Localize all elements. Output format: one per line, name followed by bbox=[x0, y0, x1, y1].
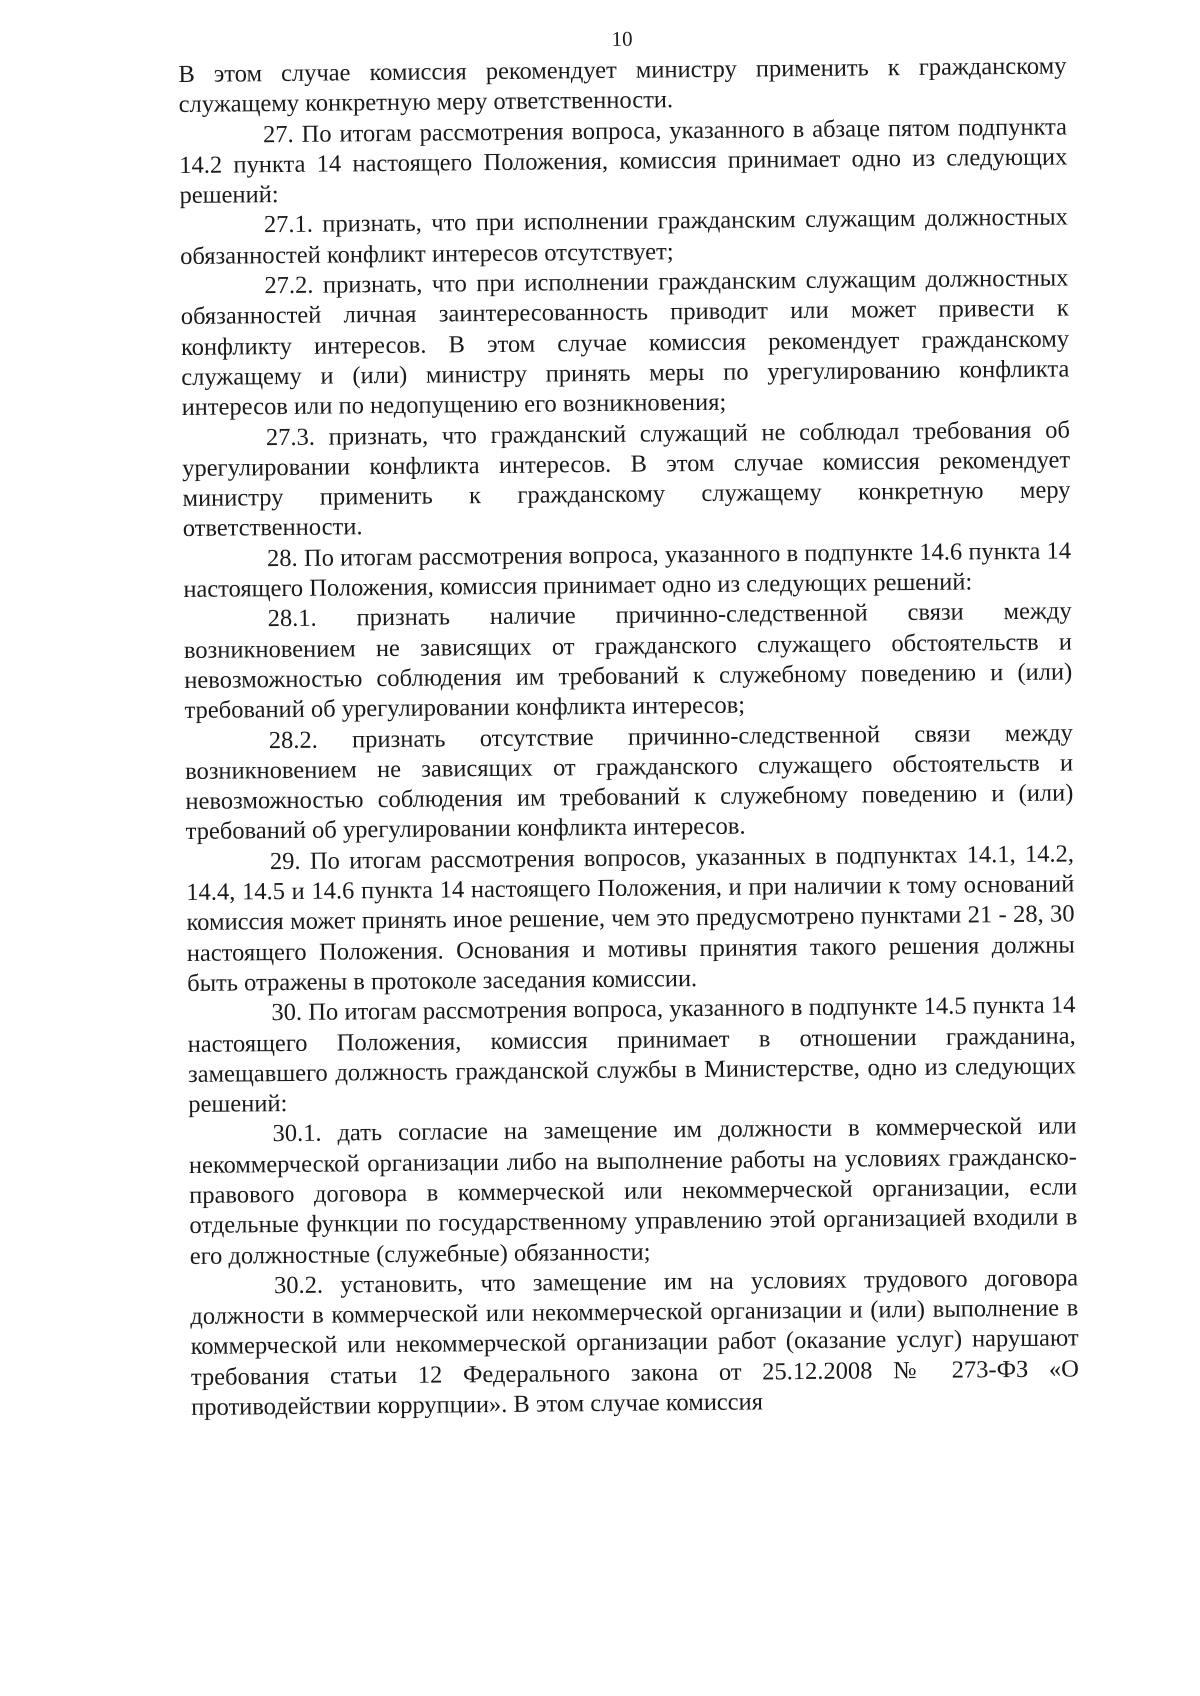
paragraph: 27.2. признать, что при исполнении гражданским служащим должностных обязанностей личная заинтересованность приводит или может привести к конфликту интересов. В этом случае комиссия рекомендует гражданскому служащему и (или) министру принять меры по урегулированию конфликта интересов или по недопущению его возникновения; bbox=[180, 264, 1070, 422]
paragraph: 27.1. признать, что при исполнении гражданским служащим должностных обязанностей конфликт интересов отсутствует; bbox=[180, 203, 1068, 270]
paragraph: 30. По итогам рассмотрения вопроса, указанного в подпункте 14.5 пункта 14 настоящего Положения, комиссия принимает в отношении гражданина, замещавшего должность гражданской службы в Министерстве, одно из следующих решений: bbox=[187, 991, 1077, 1119]
paragraph: 28.1. признать наличие причинно-следственной связи между возникновением не зависящих от гражданского служащего обстоятельств и невозможностью соблюдения им требований к служебному поведению и (или) требований об урегулировании конфликта интересов; bbox=[183, 597, 1073, 725]
paragraph: 27. По итогам рассмотрения вопроса, указанного в абзаце пятом подпункта 14.2 пункта 14 настоящего Положения, комиссия принимает одно из следующих решений: bbox=[179, 113, 1068, 210]
page-number: 10 bbox=[611, 26, 633, 51]
paragraph: 30.2. установить, что замещение им на условиях трудового договора должности в коммерческой или некоммерческой организации и (или) выполнение в коммерческой или некоммерческой организации работ (оказание услуг) нарушают требования статьи 12 Федерального закона от 25.12.2008 № 273-ФЗ «О противодействии коррупции». В этом случае комиссия bbox=[190, 1264, 1080, 1421]
paragraph: В этом случае комиссия рекомендует министру применить к гражданскому служащему конкретную меру ответственности. bbox=[178, 52, 1067, 119]
paragraph: 30.1. дать согласие на замещение им должности в коммерческой или некоммерческой организации либо на выполнение работы на условиях гражданско-правового договора в коммерческой или некоммерческой организации, если отдельные функции по государственному управлению этой организацией входили в его должностные (служебные) обязанности; bbox=[188, 1112, 1078, 1270]
paragraph: 28.2. признать отсутствие причинно-следственной связи между возникновением не зависящих от гражданского служащего обстоятельств и невозможностью соблюдения им требований к служебному поведению и (или) требований об урегулировании конфликта интересов. bbox=[184, 718, 1074, 846]
document-page bbox=[178, 21, 1079, 1423]
paragraph: 29. По итогам рассмотрения вопросов, указанных в подпунктах 14.1, 14.2, 14.4, 14.5 и 14.6 пункта 14 настоящего Положения, и при наличии к тому оснований комиссия может принять иное решение, чем это предусмотрено пунктами 21 - 28, 30 настоящего Положения. Основания и мотивы принятия такого решения должны быть отражены в протоколе заседания комиссии. bbox=[186, 840, 1075, 997]
paragraph: 28. По итогам рассмотрения вопроса, указанного в подпункте 14.6 пункта 14 настоящего Положения, комиссия принимает одно из следующих решений: bbox=[183, 537, 1072, 604]
paragraph: 27.3. признать, что гражданский служащий не соблюдал требования об урегулировании конфликта интересов. В этом случае комиссия рекомендует министру применить к гражданскому служащему конкретную меру ответственности. bbox=[182, 416, 1071, 543]
